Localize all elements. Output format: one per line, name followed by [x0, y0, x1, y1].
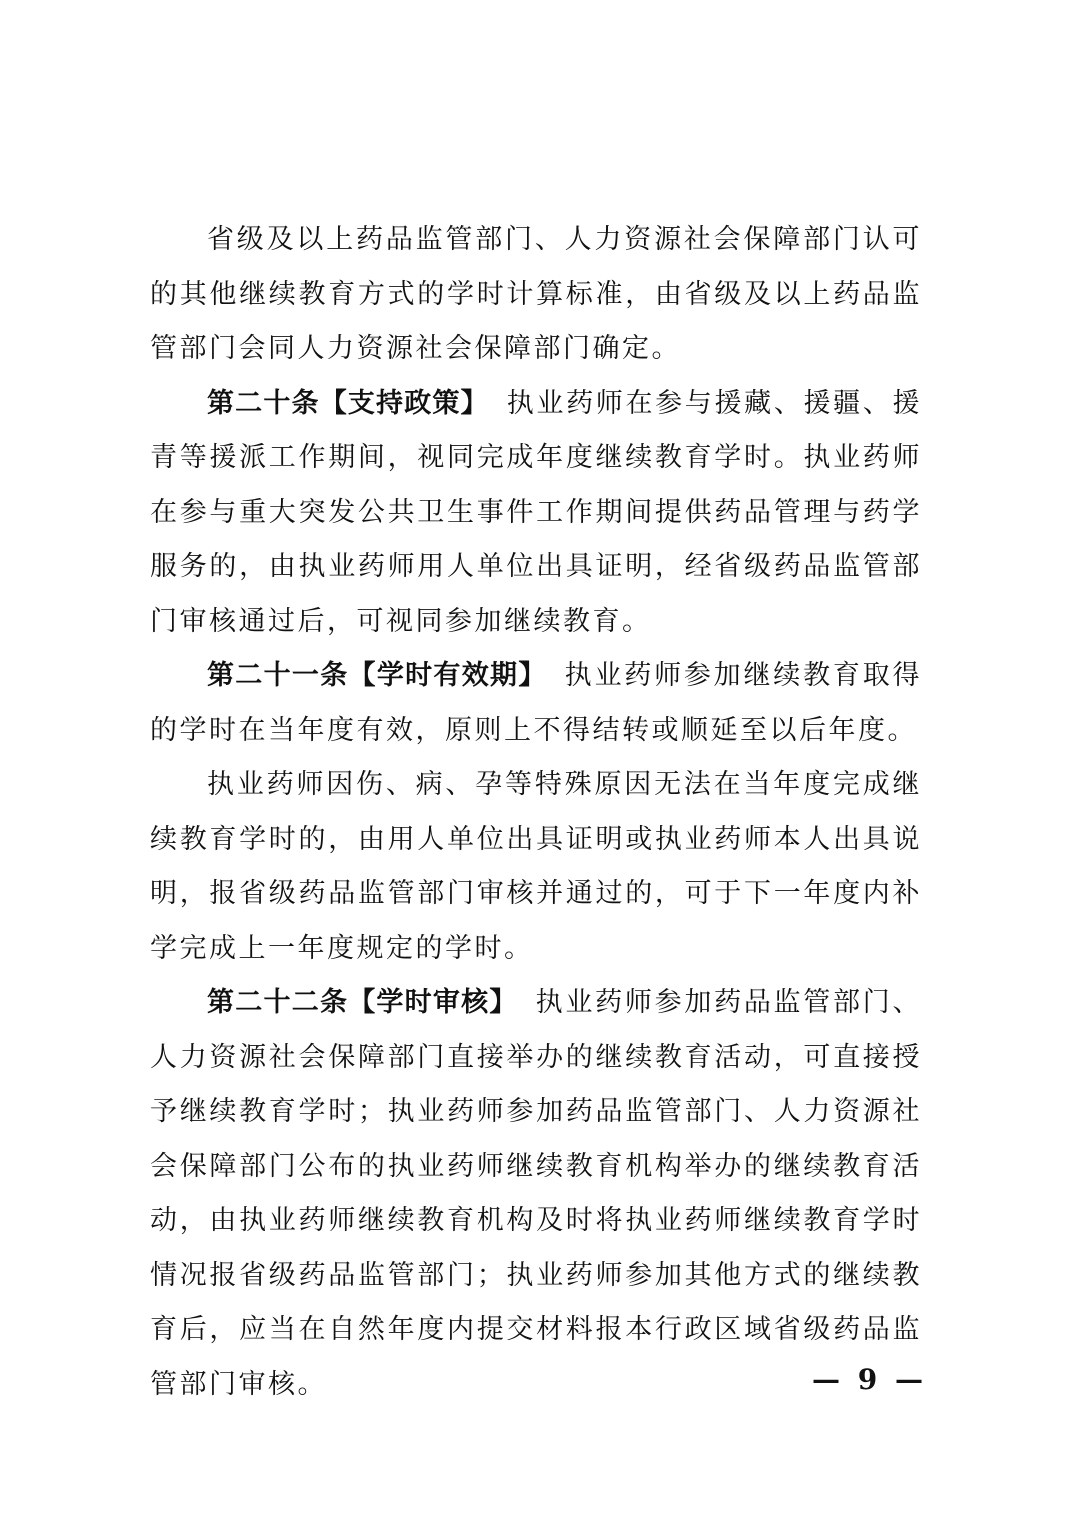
article-20-paragraph [150, 377, 922, 650]
paragraph-text: 执业药师在参与援藏、援疆、援青等援派工作期间，视同完成年度继续教育学时。执业药师在参与重大突发公共卫生事件工作期间提供药品管理与药学服务的，由执业药师用人单位出具证明，经省级药品监管部门审核通过后，可视同参加继续教育。 [150, 387, 923, 637]
paragraph-text: 执业药师参加继续教育取得的学时在当年度有效，原则上不得结转或顺延至以后年度。 [150, 660, 923, 746]
paragraph-credit-standard [150, 213, 922, 377]
article-21-paragraph [150, 649, 922, 758]
article-22-paragraph [150, 976, 922, 1412]
document-body [150, 213, 922, 1412]
paragraph-text: 省级及以上药品监管部门、人力资源社会保障部门认可的其他继续教育方式的学时计算标准，由省级及以上药品监管部门会同人力资源社会保障部门确定。 [150, 224, 922, 364]
paragraph-text: 执业药师因伤、病、孕等特殊原因无法在当年度完成继续教育学时的，由用人单位出具证明或执业药师本人出具说明，报省级药品监管部门审核并通过的，可于下一年度内补学完成上一年度规定的学时。 [150, 769, 922, 964]
article-21-heading: 第二十一条【学时有效期】 [207, 660, 547, 691]
page-number: — 9 — [812, 1363, 927, 1396]
article-22-heading: 第二十二条【学时审核】 [207, 987, 518, 1018]
paragraph-special-circumstances [150, 758, 922, 976]
article-20-heading: 第二十条【支持政策】 [207, 387, 489, 419]
paragraph-text: 执业药师参加药品监管部门、人力资源社会保障部门直接举办的继续教育活动，可直接授予继续教育学时；执业药师参加药品监管部门、人力资源社会保障部门公布的执业药师继续教育机构举办的继续教育活动，由执业药师继续教育机构及时将执业药师继续教育学时情况报省级药品监管部门；执业药师参加其他方式的继续教育后，应当在自然年度内提交材料报本行政区域省级药品监管部门审核。 [150, 987, 923, 1400]
